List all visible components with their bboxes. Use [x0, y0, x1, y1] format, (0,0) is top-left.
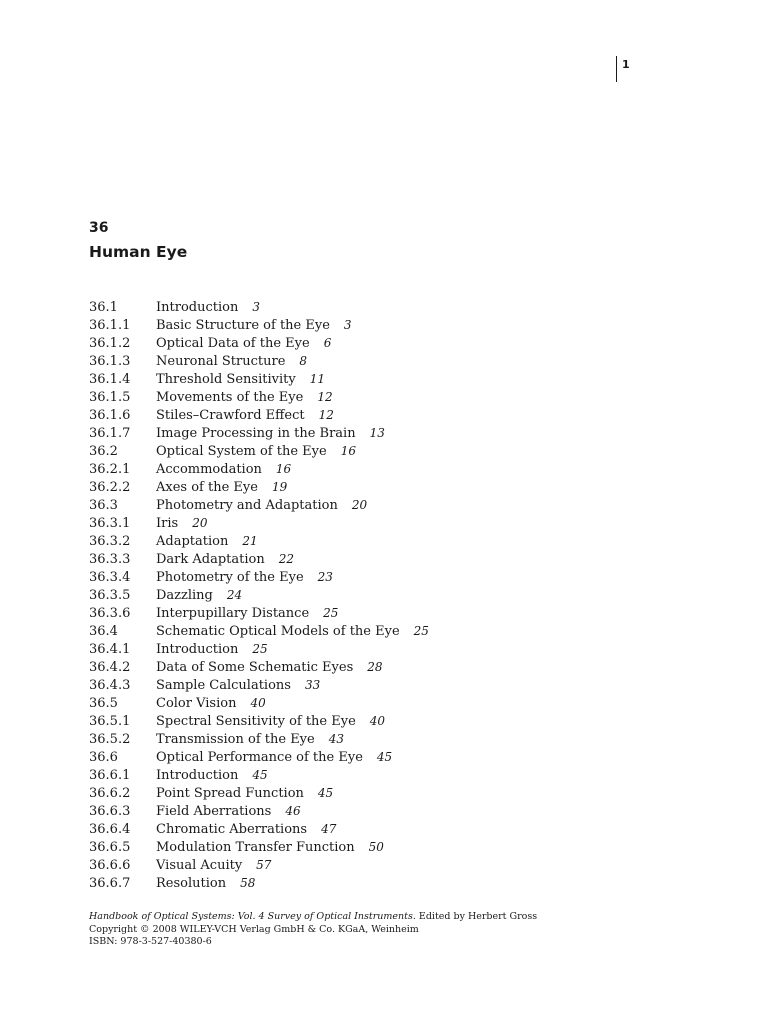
toc-entry-page: 20: [351, 498, 368, 512]
toc-entry: [89, 748, 609, 766]
footer-book-title: Handbook of Optical Systems: Vol. 4 Survey of Optical Instruments.: [89, 911, 416, 922]
toc-entry-number: 36.2: [89, 444, 118, 459]
toc-entry-number: 36.6.6: [89, 858, 131, 873]
toc-entry-title: Transmission of the Eye: [156, 732, 315, 747]
toc-entry-title: Introduction: [156, 768, 239, 783]
toc-entry-number: 36.5: [89, 696, 118, 711]
toc-entry-page: 45: [376, 750, 393, 764]
toc-entry-title: Basic Structure of the Eye: [156, 318, 330, 333]
toc-entry: [89, 676, 609, 694]
toc-entry-number: 36.6: [89, 750, 118, 765]
toc-entry-title: Adaptation: [156, 534, 229, 549]
toc-entry-title: Spectral Sensitivity of the Eye: [156, 714, 356, 729]
toc-entry-number: 36.6.4: [89, 822, 131, 837]
toc-entry-page: 8: [299, 354, 308, 368]
toc-entry: [89, 532, 609, 550]
toc-entry-number: 36.3: [89, 498, 118, 513]
toc-entry: [89, 784, 609, 802]
toc-entry-title: Field Aberrations: [156, 804, 272, 819]
toc-entry: [89, 856, 609, 874]
toc-entry-title: Threshold Sensitivity: [156, 372, 296, 387]
toc-entry-page: 43: [328, 732, 344, 746]
toc-entry-title: Dazzling: [156, 588, 213, 603]
toc-entry: [89, 586, 609, 604]
toc-entry-page: 45: [317, 786, 334, 800]
toc-entry: [89, 406, 609, 424]
toc-entry-number: 36.4.1: [89, 642, 131, 657]
toc-entry: [89, 658, 609, 676]
toc-entry: [89, 622, 609, 640]
toc-entry: [89, 442, 609, 460]
toc-entry-number: 36.4.3: [89, 678, 131, 693]
toc-entry: [89, 568, 609, 586]
toc-entry-title: Neuronal Structure: [156, 354, 286, 369]
toc-entry-title: Introduction: [156, 300, 239, 315]
toc-entry-number: 36.2.2: [89, 480, 131, 495]
toc-entry: [89, 478, 609, 496]
toc-entry-page: 46: [285, 804, 301, 818]
footer-copyright: Copyright © 2008 WILEY-VCH Verlag GmbH & Co. KGaA, Weinheim: [89, 923, 419, 935]
toc-entry: [89, 514, 609, 532]
toc-entry-number: 36.1.1: [89, 318, 131, 333]
toc-entry-page: 23: [317, 570, 333, 584]
toc-entry: [89, 874, 609, 892]
toc-entry-page: 16: [340, 444, 356, 458]
toc-entry-page: 6: [323, 336, 332, 350]
table-of-contents: [89, 298, 609, 892]
toc-entry-number: 36.1.3: [89, 354, 131, 369]
toc-entry-number: 36.3.3: [89, 552, 131, 567]
toc-entry-number: 36.6.2: [89, 786, 131, 801]
toc-entry-number: 36.1: [89, 300, 118, 315]
toc-entry: [89, 352, 609, 370]
toc-entry: [89, 388, 609, 406]
toc-entry: [89, 838, 609, 856]
page-number: 1: [622, 58, 630, 71]
toc-entry-title: Image Processing in the Brain: [156, 426, 356, 441]
toc-entry-title: Optical Performance of the Eye: [156, 750, 363, 765]
toc-entry-page: 20: [192, 516, 208, 530]
toc-entry-page: 47: [321, 822, 337, 836]
toc-entry-number: 36.3.6: [89, 606, 131, 621]
toc-entry: [89, 820, 609, 838]
toc-entry: [89, 550, 609, 568]
toc-entry: [89, 334, 609, 352]
toc-entry-number: 36.4.2: [89, 660, 131, 675]
footer: [89, 911, 537, 949]
toc-entry-number: 36.6.3: [89, 804, 131, 819]
toc-entry: [89, 370, 609, 388]
toc-entry-title: Point Spread Function: [156, 786, 304, 801]
toc-entry-number: 36.2.1: [89, 462, 131, 477]
toc-entry-number: 36.6.1: [89, 768, 131, 783]
toc-entry-title: Iris: [156, 516, 179, 531]
toc-entry-page: 25: [413, 624, 429, 638]
toc-entry-title: Movements of the Eye: [156, 390, 304, 405]
toc-entry-page: 45: [252, 768, 268, 782]
toc-entry-number: 36.1.2: [89, 336, 131, 351]
toc-entry-title: Resolution: [156, 876, 227, 891]
toc-entry-number: 36.1.5: [89, 390, 131, 405]
toc-entry-title: Color Vision: [156, 696, 237, 711]
footer-editor: Edited by Herbert Gross: [415, 911, 538, 922]
toc-entry-number: 36.3.2: [89, 534, 131, 549]
toc-entry-title: Dark Adaptation: [156, 552, 265, 567]
toc-entry-page: 57: [256, 858, 272, 872]
toc-entry-number: 36.1.4: [89, 372, 131, 387]
toc-entry: [89, 694, 609, 712]
toc-entry: [89, 730, 609, 748]
toc-entry: [89, 640, 609, 658]
toc-entry-page: 3: [343, 318, 352, 332]
toc-entry: [89, 424, 609, 442]
page-marker-rule: [616, 56, 617, 82]
toc-entry-page: 33: [304, 678, 321, 692]
toc-entry-page: 40: [369, 714, 386, 728]
toc-entry-title: Photometry of the Eye: [156, 570, 304, 585]
toc-entry-title: Chromatic Aberrations: [156, 822, 308, 837]
toc-entry-title: Schematic Optical Models of the Eye: [156, 624, 400, 639]
toc-entry-number: 36.3.5: [89, 588, 131, 603]
toc-entry-page: 11: [309, 372, 325, 386]
toc-entry-number: 36.6.7: [89, 876, 131, 891]
toc-entry-page: 25: [323, 606, 339, 620]
toc-entry-number: 36.5.1: [89, 714, 131, 729]
toc-entry: [89, 496, 609, 514]
toc-entry-page: 28: [367, 660, 383, 674]
toc-entry-number: 36.3.1: [89, 516, 131, 531]
toc-entry-page: 19: [271, 480, 288, 494]
toc-entry-number: 36.3.4: [89, 570, 131, 585]
footer-citation: [89, 911, 537, 924]
toc-entry-number: 36.5.2: [89, 732, 131, 747]
toc-entry-page: 24: [226, 588, 243, 602]
toc-entry-title: Optical Data of the Eye: [156, 336, 310, 351]
toc-entry-page: 25: [252, 642, 268, 656]
toc-entry-title: Visual Acuity: [156, 858, 243, 873]
toc-entry-page: 12: [318, 408, 334, 422]
toc-entry-title: Photometry and Adaptation: [156, 498, 338, 513]
chapter-number: 36: [89, 220, 109, 236]
toc-entry-title: Interpupillary Distance: [156, 606, 310, 621]
toc-entry-title: Axes of the Eye: [156, 480, 258, 495]
toc-entry-page: 22: [278, 552, 295, 566]
toc-entry-page: 13: [369, 426, 385, 440]
toc-entry-page: 58: [240, 876, 256, 890]
toc-entry-title: Sample Calculations: [156, 678, 291, 693]
toc-entry-number: 36.1.6: [89, 408, 131, 423]
toc-entry: [89, 802, 609, 820]
toc-entry-page: 3: [252, 300, 260, 314]
toc-entry-number: 36.6.5: [89, 840, 131, 855]
toc-entry-title: Accommodation: [156, 462, 262, 477]
toc-entry: [89, 298, 609, 316]
toc-entry-page: 21: [242, 534, 258, 548]
toc-entry-title: Introduction: [156, 642, 239, 657]
toc-entry-number: 36.4: [89, 624, 118, 639]
toc-entry-number: 36.1.7: [89, 426, 131, 441]
footer-isbn: ISBN: 978-3-527-40380-6: [89, 936, 212, 947]
toc-entry-page: 16: [275, 462, 292, 476]
toc-entry: [89, 766, 609, 784]
toc-entry-title: Data of Some Schematic Eyes: [156, 660, 354, 675]
toc-entry-title: Modulation Transfer Function: [156, 840, 355, 855]
toc-entry-title: Stiles–Crawford Effect: [156, 408, 305, 423]
toc-entry: [89, 712, 609, 730]
toc-entry-page: 40: [250, 696, 266, 710]
toc-entry-page: 50: [368, 840, 384, 854]
toc-entry-page: 12: [317, 390, 333, 404]
toc-entry-title: Optical System of the Eye: [156, 444, 327, 459]
toc-entry: [89, 604, 609, 622]
toc-entry: [89, 316, 609, 334]
chapter-title: Human Eye: [89, 243, 188, 261]
toc-entry: [89, 460, 609, 478]
